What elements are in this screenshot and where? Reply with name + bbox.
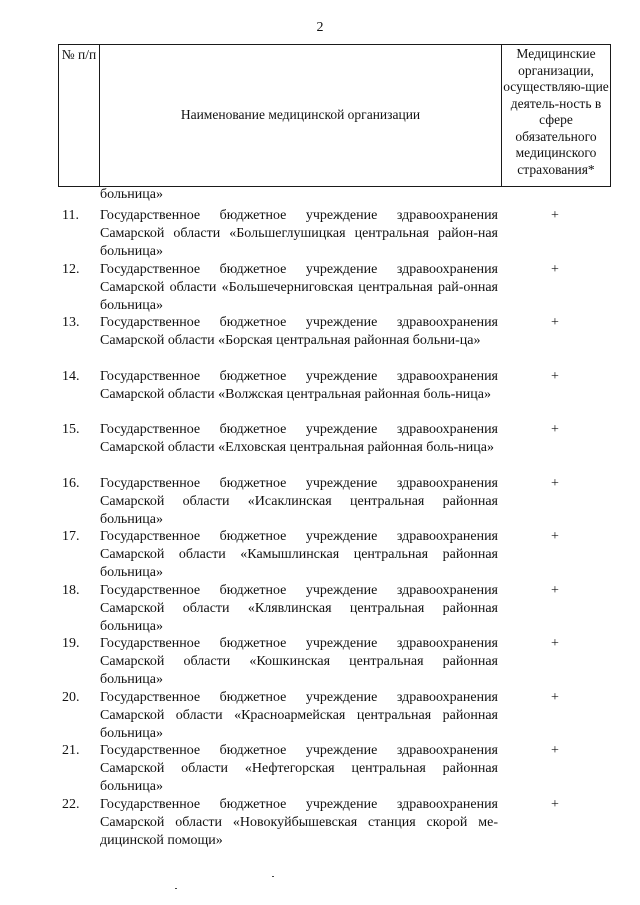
oms-mark: + bbox=[551, 208, 559, 223]
organization-list bbox=[58, 207, 611, 849]
row-number: 11. bbox=[62, 208, 79, 223]
organization-name: Государственное бюджетное учреждение здравоохранения Самарской области «Большеглушицкая центральная район-ная больница» bbox=[100, 208, 498, 259]
continued-entry-text: больница» bbox=[100, 187, 163, 202]
header-oms-column: Медицинские организации, осуществляю-щие деятель-ность в сфере обязательного медицинского страхования* bbox=[502, 45, 611, 187]
table-row bbox=[58, 207, 611, 261]
oms-mark: + bbox=[551, 636, 559, 651]
organization-name: Государственное бюджетное учреждение здравоохранения Самарской области «Кошкинская центральная районная больница» bbox=[100, 636, 498, 687]
organization-name: Государственное бюджетное учреждение здравоохранения Самарской области «Большечерниговская центральная рай-онная больница» bbox=[100, 261, 498, 313]
row-number: 16. bbox=[62, 475, 80, 491]
organization-name: Государственное бюджетное учреждение здравоохранения Самарской области «Нефтегорская центральная районная больница» bbox=[100, 743, 498, 794]
oms-mark: + bbox=[551, 368, 559, 384]
table-row bbox=[58, 261, 611, 315]
row-number: 18. bbox=[62, 582, 80, 598]
page-number: 2 bbox=[316, 20, 324, 35]
oms-mark: + bbox=[551, 582, 559, 598]
table-row bbox=[58, 421, 611, 475]
organization-name: Государственное бюджетное учреждение здравоохранения Самарской области «Волжская центральная районная боль-ница» bbox=[100, 368, 498, 402]
scan-speck bbox=[175, 888, 177, 889]
row-number: 15. bbox=[62, 422, 80, 437]
table-row bbox=[58, 635, 611, 689]
row-number: 13. bbox=[62, 315, 80, 330]
organization-name: Государственное бюджетное учреждение здравоохранения Самарской области «Камышлинская центральная районная больница» bbox=[100, 529, 498, 580]
row-number: 14. bbox=[62, 368, 80, 384]
organization-name: Государственное бюджетное учреждение здравоохранения Самарской области «Борская центральная районная больни-ца» bbox=[100, 315, 498, 348]
table-row bbox=[58, 368, 611, 422]
organization-name: Государственное бюджетное учреждение здравоохранения Самарской области «Новокуйбышевская станция скорой ме-дицинской помощи» bbox=[100, 796, 498, 848]
oms-mark: + bbox=[551, 743, 559, 758]
oms-mark: + bbox=[551, 529, 559, 544]
row-number: 12. bbox=[62, 261, 80, 277]
organization-name: Государственное бюджетное учреждение здравоохранения Самарской области «Красноармейская центральная районная больница» bbox=[100, 689, 498, 741]
table-row bbox=[58, 528, 611, 582]
oms-mark: + bbox=[551, 689, 559, 705]
organization-name: Государственное бюджетное учреждение здравоохранения Самарской области «Клявлинская центральная районная больница» bbox=[100, 582, 498, 634]
scan-speck bbox=[272, 876, 274, 877]
table-row bbox=[58, 742, 611, 796]
oms-mark: + bbox=[551, 475, 559, 491]
row-number: 22. bbox=[62, 796, 80, 812]
table-row bbox=[58, 314, 611, 368]
oms-mark: + bbox=[551, 261, 559, 277]
oms-mark: + bbox=[551, 315, 559, 330]
table-row bbox=[58, 796, 611, 850]
table-row bbox=[58, 475, 611, 529]
row-number: 17. bbox=[62, 529, 80, 544]
header-number-column: № п/п bbox=[59, 45, 100, 187]
row-number: 20. bbox=[62, 689, 80, 705]
table-header bbox=[58, 44, 611, 187]
oms-mark: + bbox=[551, 796, 559, 812]
organization-name: Государственное бюджетное учреждение здравоохранения Самарской области «Елховская центральная районная боль-ница» bbox=[100, 422, 498, 455]
row-number: 19. bbox=[62, 636, 80, 651]
row-number: 21. bbox=[62, 743, 80, 758]
organization-name: Государственное бюджетное учреждение здравоохранения Самарской области «Исаклинская центральная районная больница» bbox=[100, 475, 498, 527]
table-row bbox=[58, 689, 611, 743]
oms-mark: + bbox=[551, 422, 559, 437]
header-name-column: Наименование медицинской организации bbox=[100, 45, 502, 187]
table-row bbox=[58, 582, 611, 636]
